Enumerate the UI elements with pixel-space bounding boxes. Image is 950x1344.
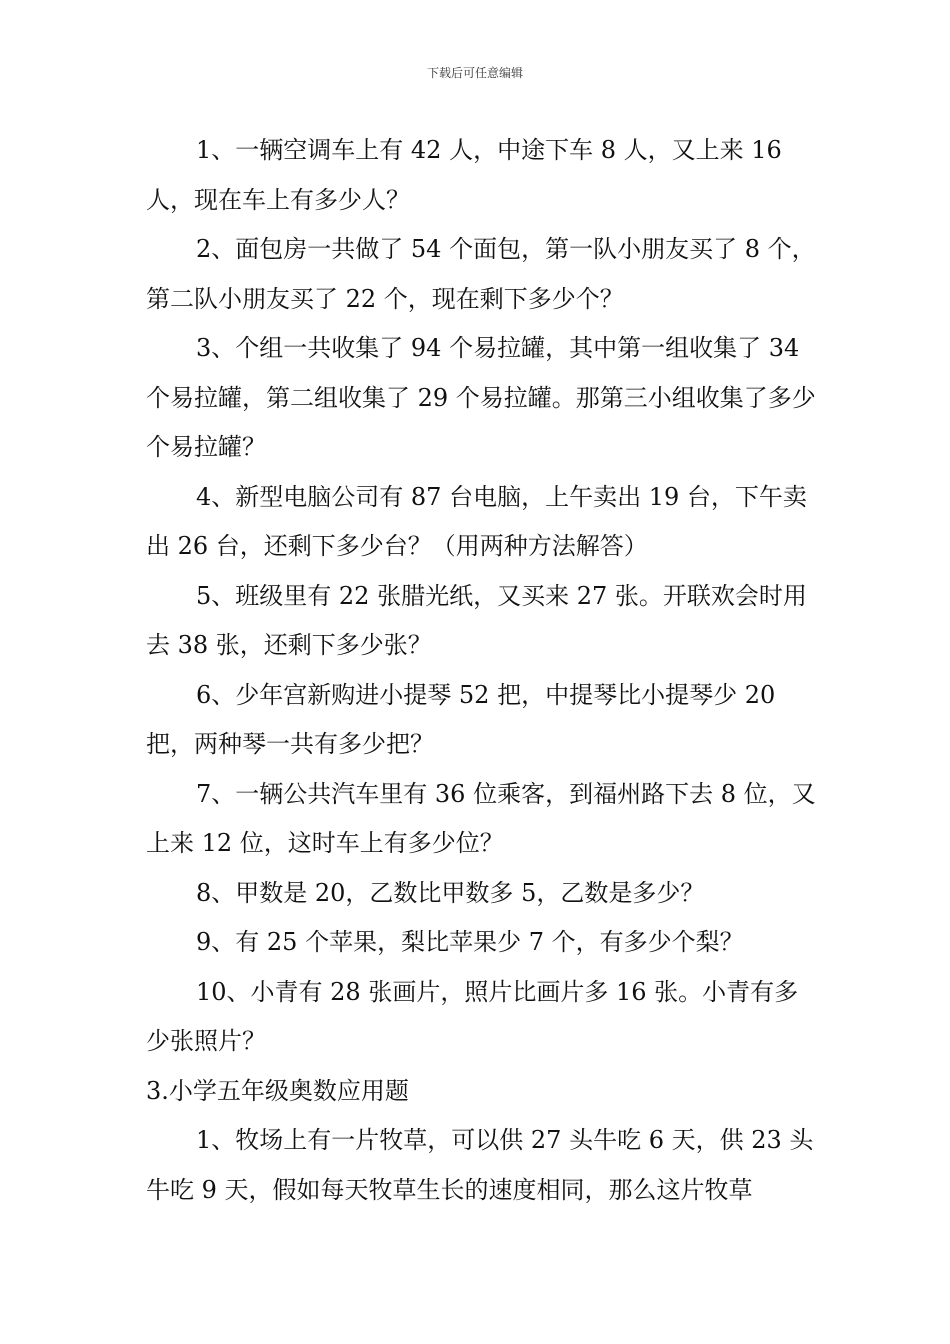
problem-1: 1、一辆空调车上有 42 人，中途下车 8 人，又上来 16 人，现在车上有多少人？ [146, 136, 790, 214]
problem-6: 6、少年宫新购进小提琴 52 把，中提琴比小提琴少 20 把，两种琴一共有多少把？ [146, 680, 783, 758]
problem-9: 9、有 25 个苹果，梨比苹果少 7 个，有多少个梨？ [196, 928, 744, 956]
section-problem-1: 1、牧场上有一片牧草，可以供 27 头牛吃 6 天，供 23 头牛吃 9 天，假如每天牧草生长的速度相同，那么这片牧草 [146, 1126, 814, 1204]
section-title: 3.小学五年级奥数应用题 [146, 1076, 409, 1105]
problem-7: 7、一辆公共汽车里有 36 位乘客，到福州路下去 8 位，又上来 12 位，这时车上有多少位？ [146, 779, 816, 857]
problem-3: 3、个组一共收集了 94 个易拉罐，其中第一组收集了 34 个易拉罐，第二组收集了 29 个易拉罐。那第三小组收集了多少个易拉罐？ [146, 334, 816, 461]
page-header-note: 下载后可任意编辑 [426, 66, 523, 80]
problem-2: 2、面包房一共做了 54 个面包，第一队小朋友买了 8 个，第二队小朋友买了 22 个，现在剩下多少个？ [146, 235, 816, 313]
document-body [146, 126, 818, 1215]
problem-10: 10、小青有 28 张画片，照片比画片多 16 张。小青有多少张照片？ [146, 977, 799, 1055]
problem-8: 8、甲数是 20，乙数比甲数多 5，乙数是多少？ [196, 878, 705, 907]
problem-5: 5、班级里有 22 张腊光纸，又买来 27 张。开联欢会时用去 38 张，还剩下多少张？ [146, 581, 807, 659]
problem-4: 4、新型电脑公司有 87 台电脑，上午卖出 19 台，下午卖出 26 台，还剩下多少台？（用两种方法解答） [146, 482, 807, 560]
